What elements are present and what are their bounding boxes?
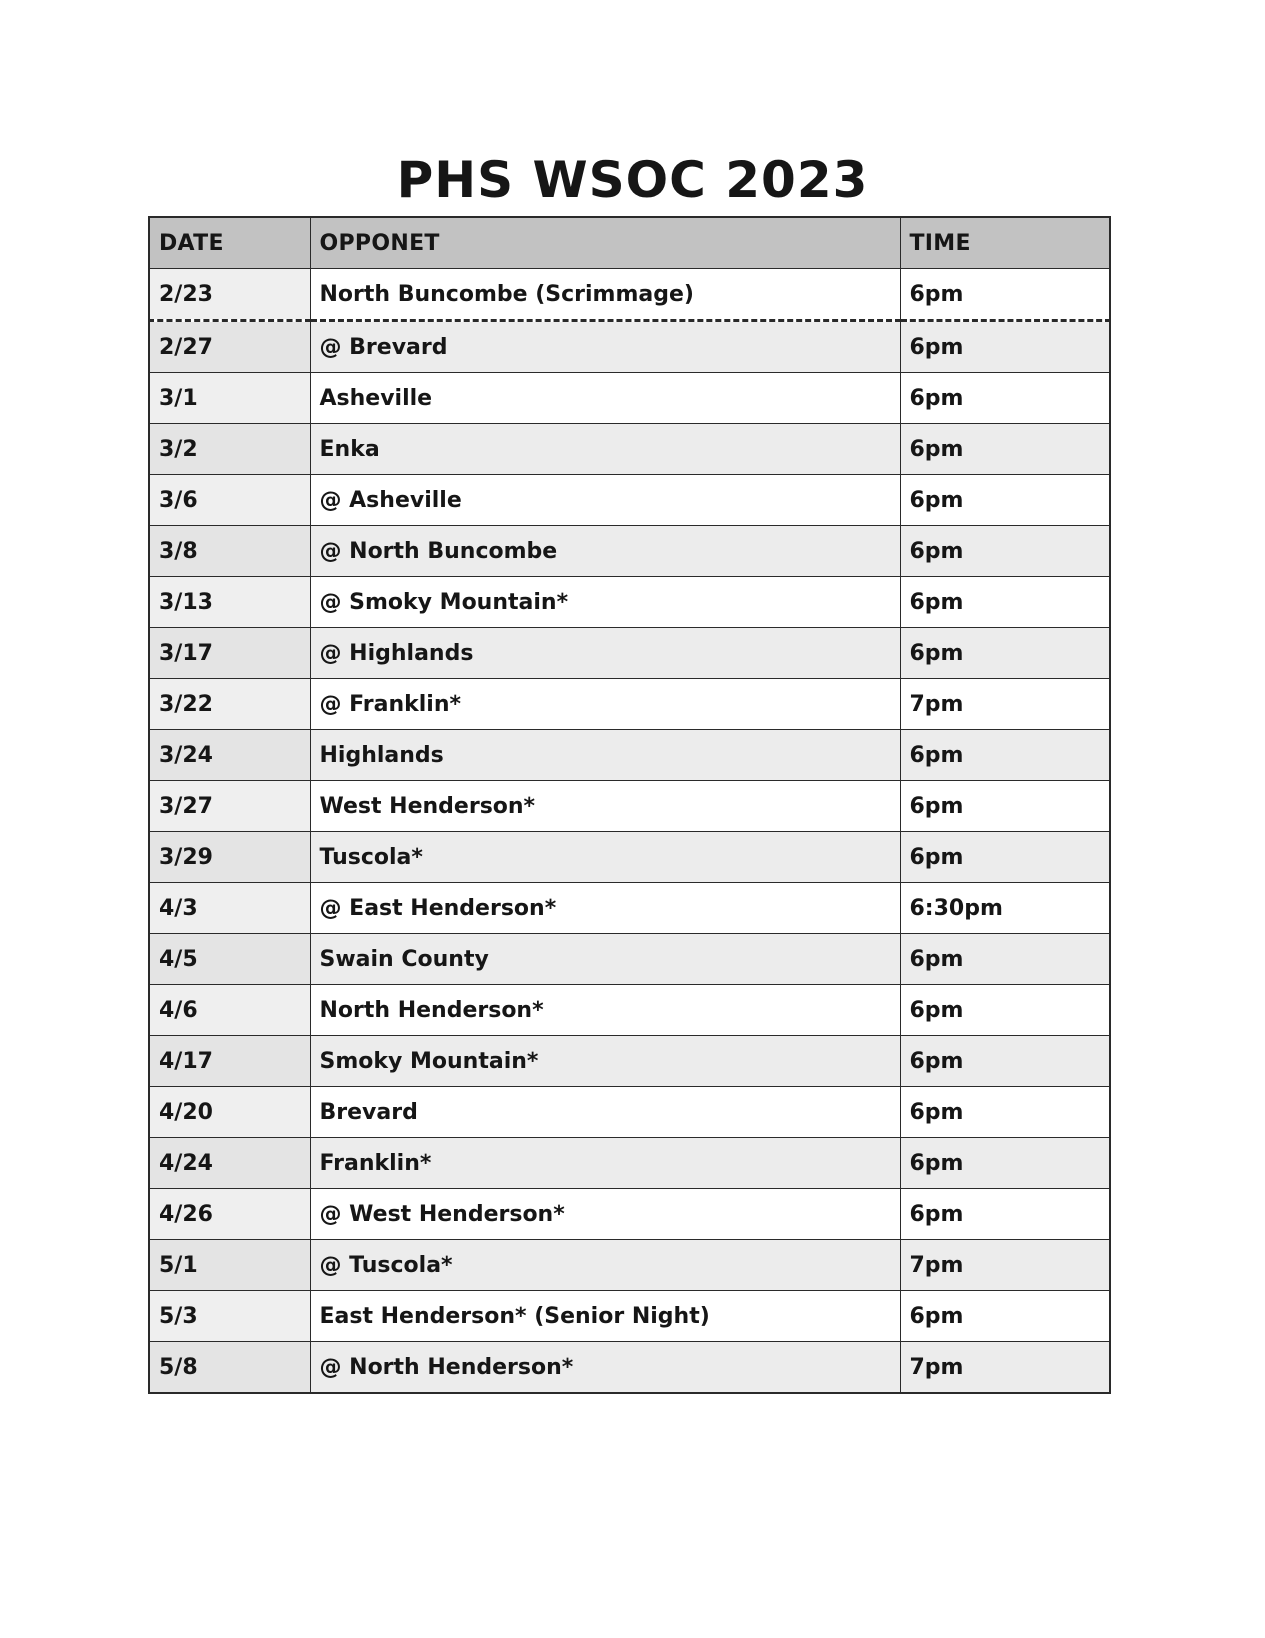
opponent-cell: @ Tuscola* (310, 1240, 900, 1291)
opponent-column-header: OPPONET (310, 217, 900, 269)
time-cell: 6pm (900, 628, 1110, 679)
date-cell: 3/1 (149, 373, 310, 424)
opponent-cell: Brevard (310, 1087, 900, 1138)
opponent-cell: @ Smoky Mountain* (310, 577, 900, 628)
table-row (149, 679, 1110, 730)
opponent-cell: East Henderson* (Senior Night) (310, 1291, 900, 1342)
table-row (149, 832, 1110, 883)
date-cell: 4/3 (149, 883, 310, 934)
table-row (149, 577, 1110, 628)
time-cell: 6pm (900, 985, 1110, 1036)
date-cell: 3/22 (149, 679, 310, 730)
opponent-cell: @ Asheville (310, 475, 900, 526)
date-cell: 5/1 (149, 1240, 310, 1291)
time-cell: 6:30pm (900, 883, 1110, 934)
time-cell: 6pm (900, 424, 1110, 475)
schedule-table (148, 216, 1111, 1394)
table-row (149, 373, 1110, 424)
table-row (149, 269, 1110, 321)
date-cell: 4/5 (149, 934, 310, 985)
time-cell: 6pm (900, 526, 1110, 577)
opponent-cell: @ North Henderson* (310, 1342, 900, 1394)
table-row (149, 1087, 1110, 1138)
time-cell: 6pm (900, 1036, 1110, 1087)
time-cell: 6pm (900, 781, 1110, 832)
time-column-header: TIME (900, 217, 1110, 269)
time-cell: 6pm (900, 1189, 1110, 1240)
date-cell: 3/2 (149, 424, 310, 475)
time-cell: 7pm (900, 679, 1110, 730)
date-cell: 4/26 (149, 1189, 310, 1240)
time-cell: 6pm (900, 1138, 1110, 1189)
opponent-cell: Highlands (310, 730, 900, 781)
opponent-cell: West Henderson* (310, 781, 900, 832)
date-cell: 3/8 (149, 526, 310, 577)
table-row (149, 1240, 1110, 1291)
date-cell: 3/24 (149, 730, 310, 781)
table-row (149, 321, 1110, 373)
time-cell: 6pm (900, 1291, 1110, 1342)
header-row (149, 217, 1110, 269)
table-row (149, 424, 1110, 475)
opponent-cell: Swain County (310, 934, 900, 985)
date-cell: 2/23 (149, 269, 310, 321)
time-cell: 6pm (900, 269, 1110, 321)
opponent-cell: Franklin* (310, 1138, 900, 1189)
time-cell: 6pm (900, 577, 1110, 628)
opponent-cell: @ Brevard (310, 321, 900, 373)
opponent-cell: @ West Henderson* (310, 1189, 900, 1240)
opponent-cell: Smoky Mountain* (310, 1036, 900, 1087)
table-row (149, 1036, 1110, 1087)
table-row (149, 475, 1110, 526)
opponent-cell: North Henderson* (310, 985, 900, 1036)
date-cell: 4/17 (149, 1036, 310, 1087)
date-cell: 3/17 (149, 628, 310, 679)
table-row (149, 526, 1110, 577)
table-row (149, 985, 1110, 1036)
time-cell: 7pm (900, 1240, 1110, 1291)
table-row (149, 1189, 1110, 1240)
time-cell: 6pm (900, 934, 1110, 985)
time-cell: 6pm (900, 832, 1110, 883)
time-cell: 6pm (900, 475, 1110, 526)
table-row (149, 1138, 1110, 1189)
opponent-cell: North Buncombe (Scrimmage) (310, 269, 900, 321)
opponent-cell: Tuscola* (310, 832, 900, 883)
opponent-cell: @ North Buncombe (310, 526, 900, 577)
time-cell: 6pm (900, 1087, 1110, 1138)
table-row (149, 883, 1110, 934)
time-cell: 7pm (900, 1342, 1110, 1394)
table-row (149, 1342, 1110, 1394)
date-cell: 3/6 (149, 475, 310, 526)
opponent-cell: Enka (310, 424, 900, 475)
table-row (149, 934, 1110, 985)
table-row (149, 628, 1110, 679)
date-column-header: DATE (149, 217, 310, 269)
date-cell: 3/27 (149, 781, 310, 832)
page-title: PHS WSOC 2023 (396, 151, 869, 209)
date-cell: 5/8 (149, 1342, 310, 1394)
date-cell: 3/13 (149, 577, 310, 628)
date-cell: 5/3 (149, 1291, 310, 1342)
date-cell: 3/29 (149, 832, 310, 883)
time-cell: 6pm (900, 321, 1110, 373)
date-cell: 4/6 (149, 985, 310, 1036)
time-cell: 6pm (900, 373, 1110, 424)
opponent-cell: @ Highlands (310, 628, 900, 679)
table-row (149, 1291, 1110, 1342)
opponent-cell: @ Franklin* (310, 679, 900, 730)
opponent-cell: @ East Henderson* (310, 883, 900, 934)
table-row (149, 781, 1110, 832)
table-row (149, 730, 1110, 781)
opponent-cell: Asheville (310, 373, 900, 424)
date-cell: 4/24 (149, 1138, 310, 1189)
date-cell: 2/27 (149, 321, 310, 373)
time-cell: 6pm (900, 730, 1110, 781)
date-cell: 4/20 (149, 1087, 310, 1138)
